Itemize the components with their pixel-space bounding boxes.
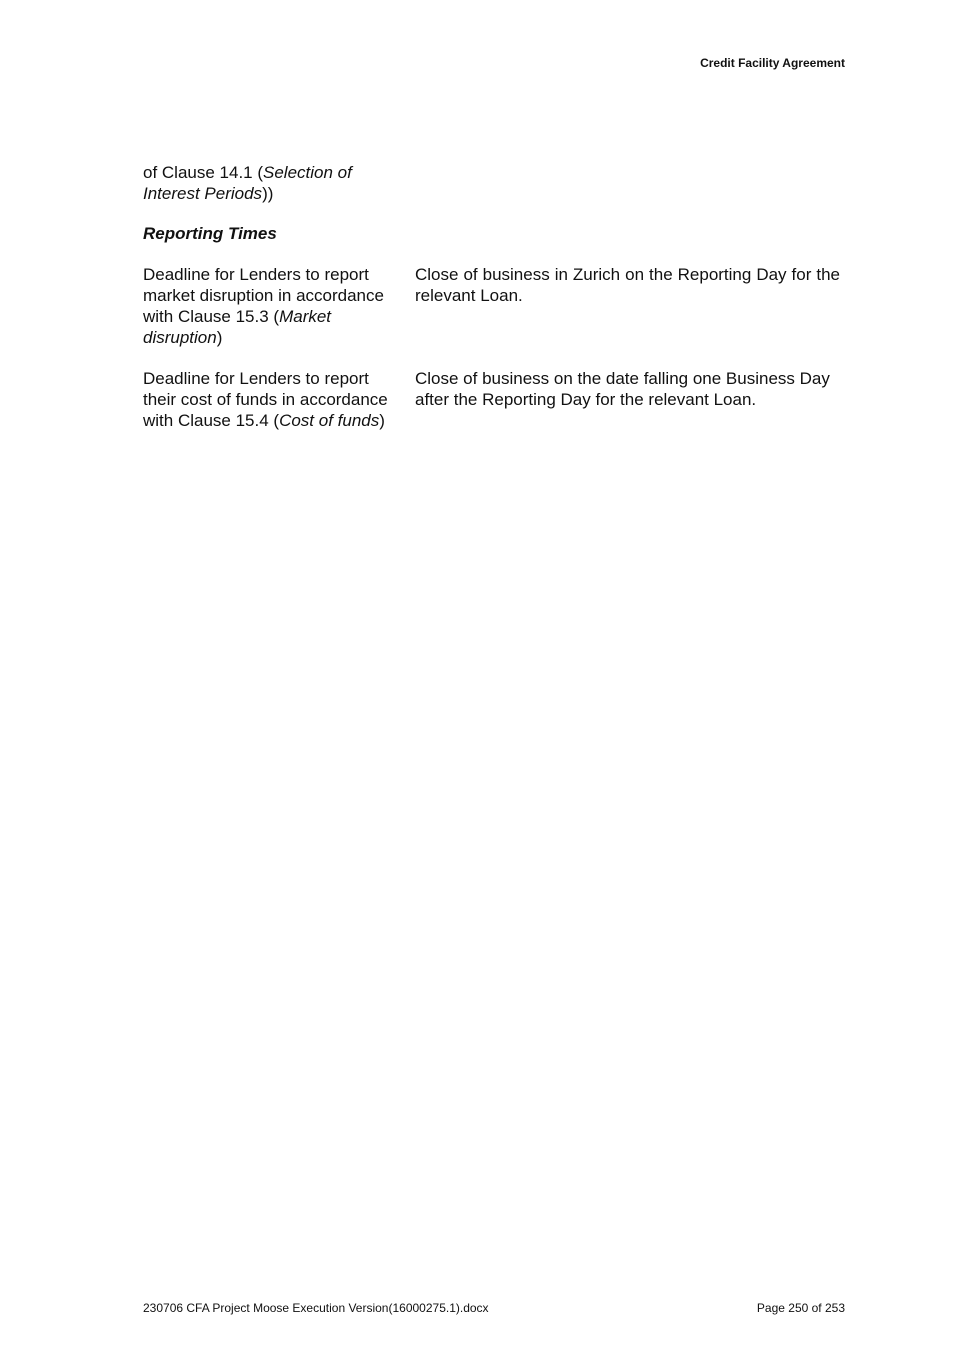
row-deadline: Close of business on the date falling one Business Day after the Reporting Day for the relevant Loan. <box>415 369 830 409</box>
row-description <box>143 264 393 348</box>
section-heading: Reporting Times <box>143 224 277 243</box>
row-description-text: Deadline for Lenders to report their cost of funds in accordance with Clause 15.4 ( <box>143 369 388 430</box>
row-deadline: Close of business in Zurich on the Reporting Day for the relevant Loan. <box>415 265 840 305</box>
row-description-suffix: ) <box>216 328 223 347</box>
footer-document-name: 230706 CFA Project Moose Execution Version(16000275.1).docx <box>143 1301 489 1315</box>
row-description <box>143 368 393 431</box>
continued-prefix: of Clause 14.1 ( <box>143 163 264 182</box>
footer-page-number: Page 250 of 253 <box>756 1301 845 1315</box>
continued-row-text <box>143 162 383 204</box>
row-description-text: Deadline for Lenders to report market disruption in accordance with Clause 15.3 ( <box>143 265 384 326</box>
continued-suffix: )) <box>262 184 274 203</box>
row-description-italic: Cost of funds <box>279 411 380 430</box>
header-title: Credit Facility Agreement <box>700 56 845 70</box>
continued-italic: Selection of Interest Periods <box>143 163 352 203</box>
row-description-suffix: ) <box>379 411 385 430</box>
row-description-italic: Market disruption <box>143 307 332 347</box>
